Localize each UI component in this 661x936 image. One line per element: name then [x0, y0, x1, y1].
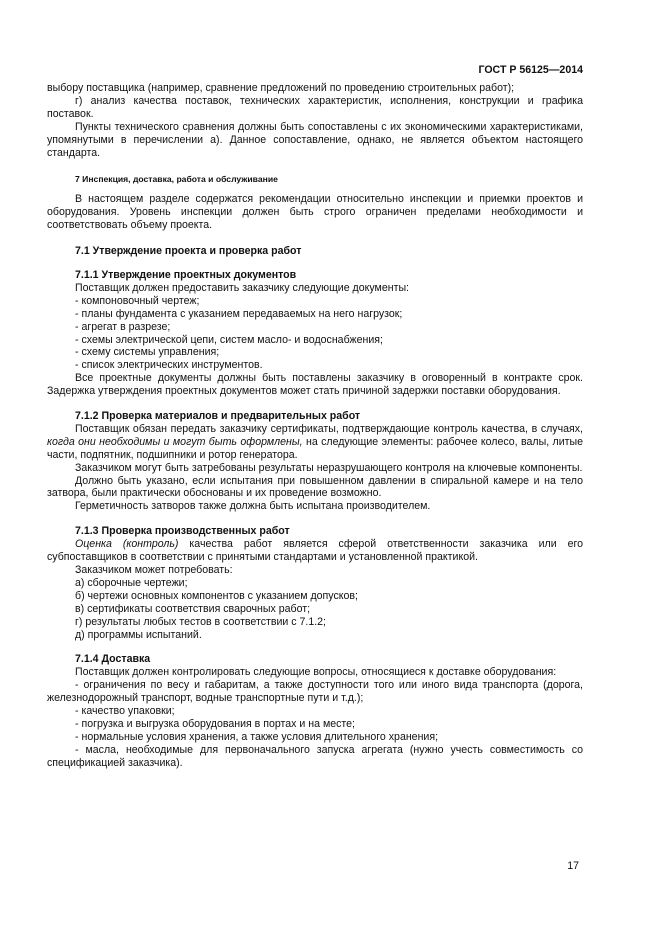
list-item: - масла, необходимые для первоначального запуска агрегата (нужно учесть совместимость со спецификацией заказчика). [47, 743, 583, 769]
list-item: д) программы испытаний. [75, 628, 202, 641]
list-item: - схемы электрической цепи, систем масло- и водоснабжения; [75, 333, 383, 346]
paragraph: В настоящем разделе содержатся рекомендации относительно инспекции и приемки проектов и оборудования. Уровень инспекции должен быть строго ограничен пределами необходимости и соответствовать объему проекта. [47, 193, 583, 232]
italic-text: Оценка (контроль) [75, 538, 179, 551]
italic-text: когда они необходимы и могут быть оформлены, [47, 435, 303, 448]
text-run: на следующие элементы: рабочее колесо, валы, литые части, подпятник, подшипники и ротор генератора. [47, 435, 583, 461]
paragraph: г) анализ качества поставок, технических характеристик, исполнения, конструкции и графика поставок. [47, 94, 583, 120]
paragraph: Поставщик должен контролировать следующие вопросы, относящиеся к доставке оборудования: [75, 666, 557, 679]
list-item: - список электрических инструментов. [75, 359, 263, 372]
list-item: - компоновочный чертеж; [75, 294, 200, 307]
subsection-heading: 7.1.3 Проверка производственных работ [75, 525, 290, 538]
paragraph: Пункты технического сравнения должны быть сопоставлены с их экономическими характеристиками, упомянутыми в перечислении а). Данное сопоставление, однако, не является объектом настоящего стандарта. [47, 120, 583, 159]
text-run: Поставщик обязан передать заказчику сертификаты, подтверждающие контроль качества, в случаях, [75, 422, 583, 435]
list-item: - схему системы управления; [75, 346, 220, 359]
document-code: ГОСТ Р 56125—2014 [478, 64, 583, 76]
list-item: б) чертежи основных компонентов с указанием допусков; [75, 589, 358, 602]
subsection-heading: 7.1.2 Проверка материалов и предварительных работ [75, 410, 361, 423]
subsection-heading: 7.1.1 Утверждение проектных документов [75, 268, 297, 281]
list-item: - нормальные условия хранения, а также условия длительного хранения; [75, 730, 439, 743]
paragraph [47, 423, 583, 462]
list-item: а) сборочные чертежи; [75, 576, 188, 589]
paragraph: выбору поставщика (например, сравнение предложений по проведению строительных работ); [47, 82, 515, 94]
paragraph [47, 538, 583, 564]
list-item: - погрузка и выгрузка оборудования в портах и на месте; [75, 717, 355, 730]
list-item: - планы фундамента с указанием передаваемых на него нагрузок; [75, 307, 403, 320]
paragraph: Заказчиком может потребовать: [75, 564, 233, 576]
subsection-heading: 7.1 Утверждение проекта и проверка работ [75, 245, 302, 258]
subsection-heading: 7.1.4 Доставка [75, 653, 151, 666]
list-item: в) сертификаты соответствия сварочных работ; [75, 602, 311, 615]
list-item: - качество упаковки; [75, 705, 175, 718]
text-run: качества работ является сферой ответственности заказчика или его субпоставщиков в соответствии с принятыми стандартами и установленной практикой. [47, 538, 584, 564]
list-item: - агрегат в разрезе; [75, 320, 171, 333]
document-body [47, 82, 583, 770]
list-item: - ограничения по весу и габаритам, а также доступности того или иного вида транспорта (дорога, железнодорожный транспорт, водные транспортные пути и т.д.); [47, 679, 583, 705]
paragraph: Герметичность затворов также должна быть испытана производителем. [75, 500, 431, 513]
paragraph: Все проектные документы должны быть поставлены заказчику в оговоренный в контракте срок. Задержка утверждения проектных документов может стать причиной задержки поставки оборудования. [47, 372, 583, 398]
paragraph: Поставщик должен предоставить заказчику следующие документы: [75, 281, 409, 294]
list-item: г) результаты любых тестов в соответствии с 7.1.2; [75, 615, 326, 628]
page-number: 17 [567, 860, 579, 872]
section-heading: 7 Инспекция, доставка, работа и обслуживание [75, 174, 278, 185]
paragraph: Должно быть указано, если испытания при повышенном давлении в спиральной камере и на тело затвора, были практически обоснованы и их проведение возможно. [47, 474, 583, 500]
paragraph: Заказчиком могут быть затребованы результаты неразрушающего контроля на ключевые компоненты. [75, 461, 583, 474]
